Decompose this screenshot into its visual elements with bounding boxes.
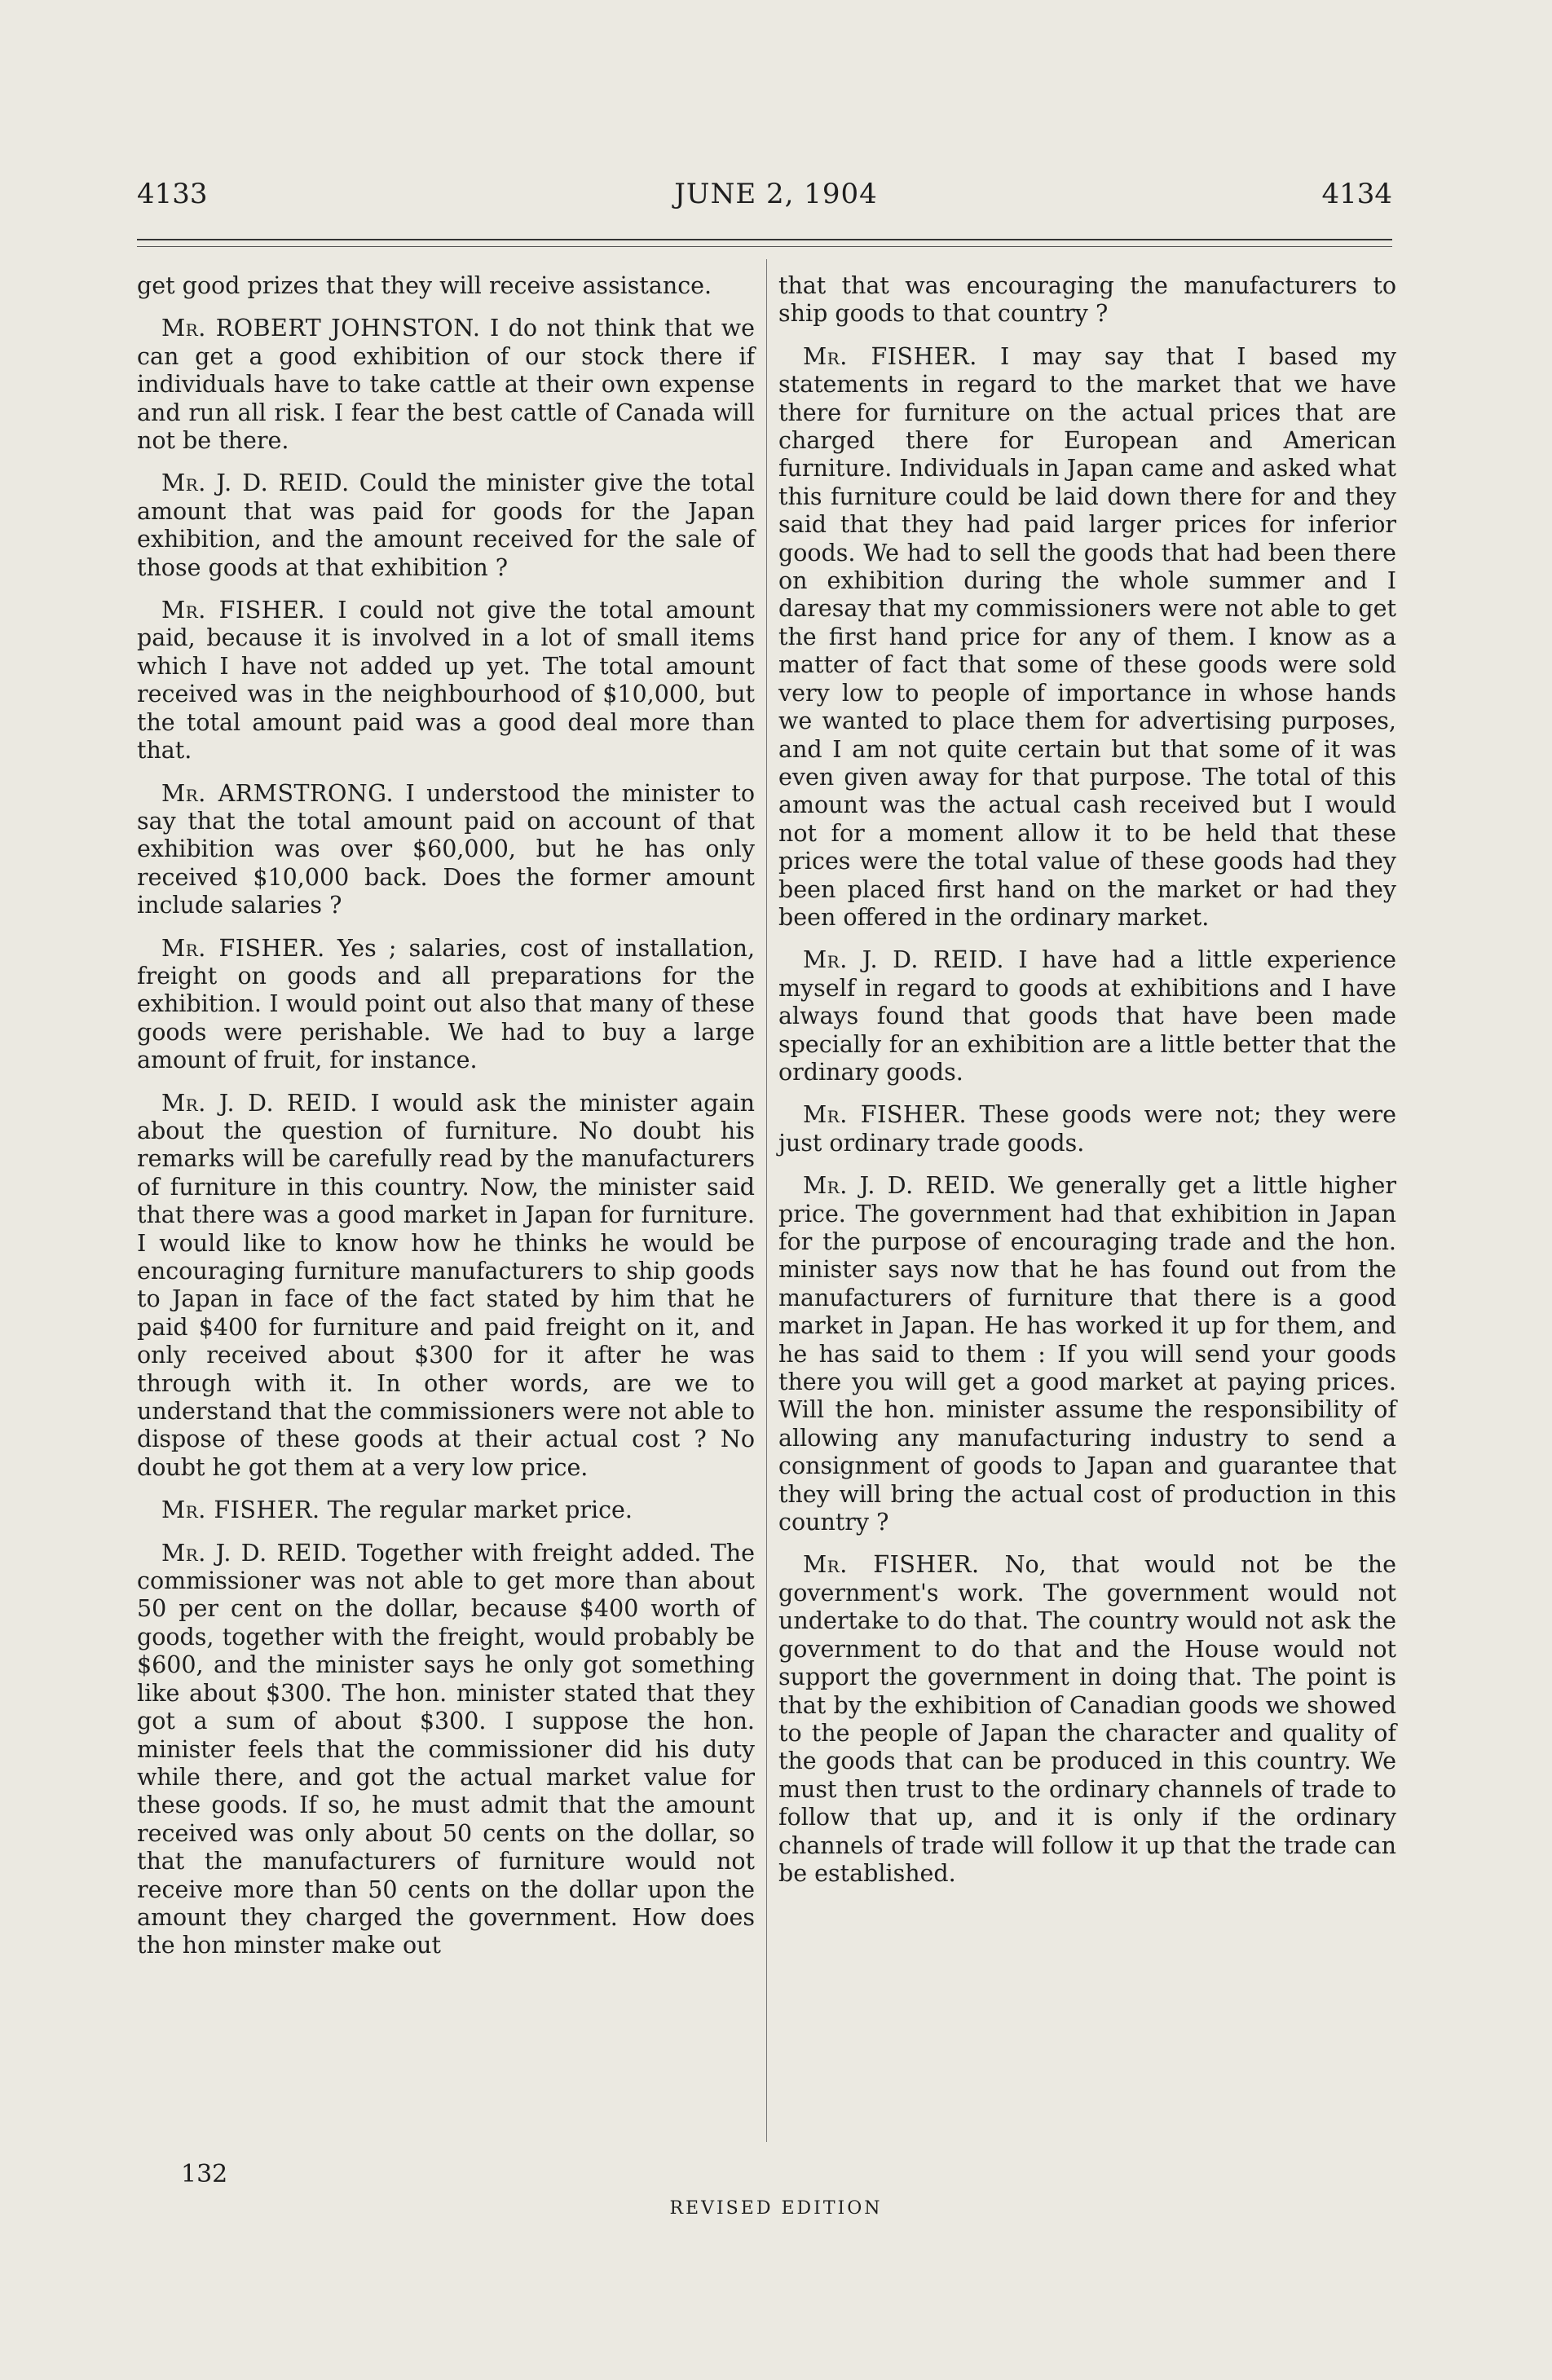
- header-rule-thick: [137, 239, 1392, 240]
- paragraph: Mr. J. D. REID. We generally get a little higher price. The government had that exhibition in Japan for the purpose of encouraging trade and the hon. minister says now that he has found out from the manufacturers of furniture that there is a good market in Japan. He has worked it up for them, and he has said to them : If you will send your goods there you will get a good market at paying prices. Will the hon. minister assume the responsibility of allowing any manufacturing industry to send a consignment of goods to Japan and guarantee that they will bring the actual cost of production in this country ?: [778, 1172, 1397, 1536]
- speaker-name: Mr. J. D. REID.: [161, 1539, 348, 1567]
- speaker-name: Mr. ROBERT JOHNSTON.: [161, 315, 481, 342]
- paragraph: Mr. FISHER. These goods were not; they were just ordinary trade goods.: [778, 1101, 1397, 1157]
- speaker-name: Mr. FISHER.: [803, 1551, 980, 1579]
- speaker-name: Mr. J. D. REID.: [161, 469, 350, 497]
- paragraph: Mr. FISHER. The regular market price.: [161, 1496, 633, 1524]
- speaker-name: Mr. J. D. REID.: [803, 946, 1004, 974]
- signature-number: 132: [181, 2160, 228, 2188]
- edition-footer: REVISED EDITION: [669, 2198, 883, 2219]
- paragraph: Mr. J. D. REID. I have had a little experience myself in regard to goods at exhibitions and I have always found that goods that have been made specially for an exhibition are a little better that the ordinary goods.: [778, 946, 1397, 1086]
- paragraph: Mr. J. D. REID. I would ask the minister again about the question of furniture. No doubt his remarks will be carefully read by the manufacturers of furniture in this country. Now, the minister said that there was a good market in Japan for furniture. I would like to know how he thinks he would be encouraging furniture manufacturers to ship goods to Japan in face of the fact stated by him that he paid $400 for furniture and paid freight on it, and only received about $300 for it after he was through with it. In other words, are we to understand that the commissioners were not able to dispose of these goods at their actual cost ? No doubt he got them at a very low price.: [137, 1089, 756, 1481]
- paragraph: Mr. FISHER. Yes ; salaries, cost of installation, freight on goods and all preparations for the exhibition. I would point out also that many of these goods were perishable. We had to buy a large amount of fruit, for instance.: [137, 934, 755, 1074]
- paragraph: Mr. FISHER. No, that would not be the government's work. The government would not undertake to do that. The country would not ask the government to do that and the House would not support the government in doing that. The point is that by the exhibition of Canadian goods we showed to the people of Japan the character and quality of the goods that can be produced in this country. We must then trust to the ordinary channels of trade to follow that up, and it is only if the ordinary channels of trade will follow it up that the trade can be established.: [778, 1551, 1397, 1887]
- paragraph: Mr. J. D. REID. Together with freight added. The commissioner was not able to get more than about 50 per cent on the dollar, because $400 worth of goods, together with the freight, would probably be $600, and the minister says he only got something like about $300. The hon. minister stated that they got a sum of about $300. I suppose the hon. minister feels that the commissioner did his duty while there, and got the actual market value for these goods. If so, he must admit that the amount received was only about 50 cents on the dollar, so that the manufacturers of furniture would not receive more than 50 cents on the dollar upon the amount they charged the government. How does the hon minster make out: [137, 1539, 755, 1959]
- paragraph: Mr. FISHER. I could not give the total amount paid, because it is involved in a lot of small items which I have not added up yet. The total amount received was in the neighbourhood of $10,000, but the total amount paid was a good deal more than that.: [137, 597, 756, 765]
- column-divider: [766, 259, 767, 2142]
- speaker-name: Mr. J. D. REID.: [803, 1172, 997, 1200]
- left-column: [137, 272, 755, 1975]
- paragraph: Mr. J. D. REID. Could the minister give the total amount that was paid for goods for the Japan exhibition, and the amount received for the sale of those goods at that exhibition ?: [137, 469, 756, 581]
- paragraph: Mr. ROBERT JOHNSTON. I do not think that we can get a good exhibition of our stock there if individuals have to take cattle at their own expense and run all risk. I fear the best cattle of Canada will not be there.: [137, 315, 755, 455]
- right-column: [778, 272, 1396, 1902]
- header-rule-thin: [137, 246, 1392, 247]
- paragraph: Mr. ARMSTRONG. I understood the minister to say that the total amount paid on account of that exhibition was over $60,000, but he has only received $10,000 back. Does the former amount include salaries ?: [137, 779, 756, 919]
- speaker-name: Mr. FISHER.: [803, 342, 977, 370]
- speaker-name: Mr. FISHER.: [161, 934, 325, 962]
- paragraph: get good prizes that they will receive assistance.: [137, 272, 712, 299]
- paragraph: that that was encouraging the manufacturers to ship goods to that country ?: [778, 272, 1396, 328]
- page-number-left: 4133: [137, 178, 208, 210]
- speaker-name: Mr. ARMSTRONG.: [161, 779, 395, 807]
- speaker-name: Mr. J. D. REID.: [161, 1089, 358, 1117]
- page-header: [0, 178, 1552, 218]
- page-number-right: 4134: [1321, 178, 1392, 210]
- paragraph: Mr. FISHER. I may say that I based my statements in regard to the market that we have there for furniture on the actual prices that are charged there for European and American furniture. Individuals in Japan came and asked what this furniture could be laid down there for and they said that they had paid larger prices for inferior goods. We had to sell the goods that had been there on exhibition during the whole summer and I daresay that my commissioners were not able to get the first hand price for any of them. I know as a matter of fact that some of these goods were sold very low to people of importance in whose hands we wanted to place them for advertising purposes, and I am not quite certain but that some of it was even given away for that purpose. The total of this amount was the actual cash received but I would not for a moment allow it to be held that these prices were the total value of these goods had they been placed first hand on the market or had they been offered in the ordinary market.: [778, 342, 1397, 931]
- speaker-name: Mr. FISHER.: [803, 1101, 968, 1129]
- page-date: JUNE 2, 1904: [674, 178, 878, 210]
- speaker-name: Mr. FISHER.: [161, 1496, 320, 1524]
- speaker-name: Mr. FISHER.: [161, 597, 325, 624]
